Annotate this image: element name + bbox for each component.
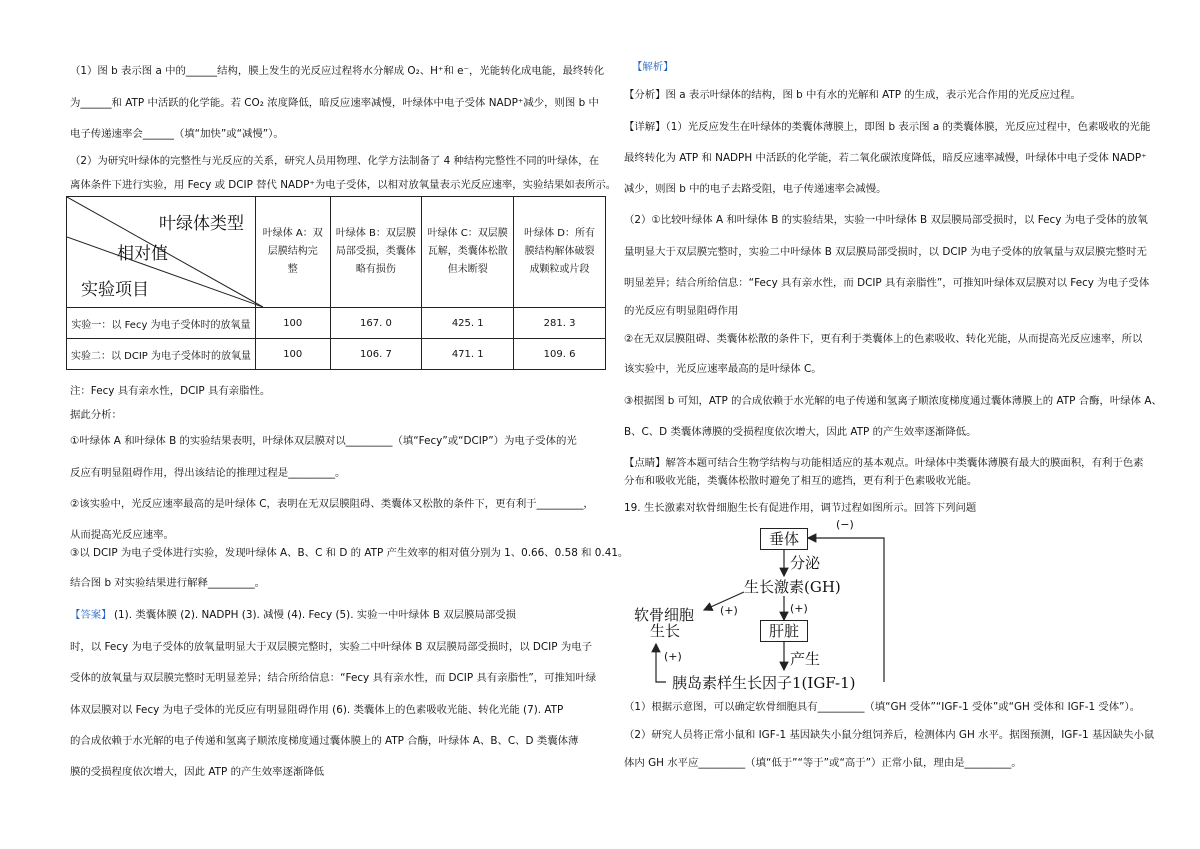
box-liver: 肝脏 xyxy=(760,620,808,642)
header-d-line2: 膜结构解体破裂 xyxy=(524,246,595,257)
q2-line-2: 离体条件下进行实验，用 Fecy 或 DCIP 替代 NADP⁺为电子受体，以相对放氧量表示光反应速率，实验结果如表所示。 xyxy=(70,179,617,191)
label-secrete: 分泌 xyxy=(790,554,821,572)
q1-line-3: 电子传递速率会______（填“加快”或“减慢”）。 xyxy=(70,128,284,140)
header-c-line3: 但未断裂 xyxy=(447,264,488,275)
label-plus-igf-cartilage: (+) xyxy=(664,650,682,663)
header-d-line1: 叶绿体 D：所有 xyxy=(524,228,595,239)
p4-line-2: B、C、D 类囊体薄膜的受损程度依次增大，因此 ATP 的产生效率逐渐降低。 xyxy=(624,426,977,438)
dianjing-line-2: 分布和吸收光能，类囊体松散时避免了相互的遮挡，更有利于色素吸收光能。 xyxy=(624,475,978,487)
label-cartilage-cells: 软骨细胞 xyxy=(634,606,695,624)
label-growth: 生长 xyxy=(650,622,681,640)
label-produce: 产生 xyxy=(790,650,821,668)
label-negative-feedback: (−) xyxy=(836,518,854,531)
label-igf-1: 胰岛素样生长因子1(IGF-1) xyxy=(672,674,856,692)
diag-label-chloroplast-type: 叶绿体类型 xyxy=(159,214,244,234)
header-a-line3: 整 xyxy=(287,264,298,275)
jiexi-tag: 【解析】 xyxy=(632,61,674,73)
header-b-line3: 略有损伤 xyxy=(355,264,396,275)
row-label: 实验一：以 Fecy 为电子受体时的放氧量 xyxy=(67,308,256,339)
table-row xyxy=(67,339,606,370)
fenxi-line: 【分析】图 a 表示叶绿体的结构，图 b 中有水的光解和 ATP 的生成，表示光合作用的光反应过程。 xyxy=(624,89,1081,101)
label-growth-hormone: 生长激素(GH) xyxy=(744,578,841,596)
sub3-line-2: 结合图 b 对实验结果进行解释_________。 xyxy=(70,577,266,589)
header-chloroplast-d xyxy=(514,197,606,308)
experiment-table xyxy=(66,196,606,370)
cell-value: 471. 1 xyxy=(422,339,514,370)
answer-line-4: 体双层膜对以 Fecy 为电子受体的光反应有明显阻碍作用 (6). 类囊体上的色素吸收光能、转化光能 (7). ATP xyxy=(70,704,564,716)
p2-line-2: 量明显大于双层膜完整时，实验二中叶绿体 B 双层膜局部受损时，以 DCIP 为电子受体的放氧量与双层膜完整时无 xyxy=(624,246,1147,258)
answer-tag: 【答案】 xyxy=(70,609,112,621)
sub1-line-1: ①叶绿体 A 和叶绿体 B 的实验结果表明，叶绿体双层膜对以_________（填“Fecy”或“DCIP”）为电子受体的光 xyxy=(70,435,577,447)
sub2-line-1: ②该实验中，光反应速率最高的是叶绿体 C，表明在无双层膜阻碍、类囊体又松散的条件下，更有利于_________， xyxy=(70,498,594,510)
answer-line-3: 受体的放氧量与双层膜完整时无明显差异；结合所给信息：“Fecy 具有亲水性，而 DCIP 具有亲脂性”，可推知叶绿 xyxy=(70,672,597,684)
table-header-row xyxy=(67,197,606,308)
header-b-line2: 局部受损，类囊体 xyxy=(335,246,416,257)
p4-line-1: ③根据图 b 可知，ATP 的合成依赖于水光解的电子传递和氢离子顺浓度梯度通过囊体薄膜上的 ATP 合酶，叶绿体 A、 xyxy=(624,395,1162,407)
cell-value: 100 xyxy=(255,308,330,339)
table-row xyxy=(67,308,606,339)
cell-value: 167. 0 xyxy=(330,308,422,339)
q1-line-1: （1）图 b 表示图 a 中的______结构，膜上发生的光反应过程将水分解成 O₂、H⁺和 e⁻，光能转化成电能，最终转化 xyxy=(70,65,605,77)
sq2-line-1: （2）研究人员将正常小鼠和 IGF-1 基因缺失小鼠分组饲养后，检测体内 GH 水平。据图预测，IGF-1 基因缺失小鼠 xyxy=(624,729,1155,741)
row-label: 实验二：以 DCIP 为电子受体时的放氧量 xyxy=(67,339,256,370)
xiangjie-line-2: 最终转化为 ATP 和 NADPH 中活跃的化学能，若二氧化碳浓度降低，暗反应速率减慢，叶绿体中电子受体 NADP⁺ xyxy=(624,152,1147,164)
xiangjie-line-3: 减少，则图 b 中的电子去路受阻，电子传递速率会减慢。 xyxy=(624,183,887,195)
header-d-line3: 成颗粒或片段 xyxy=(529,264,590,275)
p2-line-3: 明显差异；结合所给信息：“Fecy 具有亲水性，而 DCIP 具有亲脂性”，可推知叶绿体双层膜对以 Fecy 为电子受体 xyxy=(624,277,1150,289)
sub1-line-2: 反应有明显阻碍作用，得出该结论的推理过程是_________。 xyxy=(70,467,346,479)
sq1-line: （1）根据示意图，可以确定软骨细胞具有_________（填“GH 受体”“IGF-1 受体”或“GH 受体和 IGF-1 受体”）。 xyxy=(624,701,1141,713)
p3-line-1: ②在无双层膜阻碍、类囊体松散的条件下，更有利于类囊体上的色素吸收、转化光能，从而提高光反应速率，所以 xyxy=(624,333,1143,345)
sub2-line-2: 从而提高光反应速率。 xyxy=(70,529,174,541)
cell-value: 281. 3 xyxy=(514,308,606,339)
label-plus-gh-liver: (+) xyxy=(790,602,808,615)
sub3-line-1: ③以 DCIP 为电子受体进行实验，发现叶绿体 A、B、C 和 D 的 ATP 产生效率的相对值分别为 1、0.66、0.58 和 0.41。 xyxy=(70,547,629,559)
answer-line-2: 时，以 Fecy 为电子受体的放氧量明显大于双层膜完整时，实验二中叶绿体 B 双层膜局部受损时，以 DCIP 为电子 xyxy=(70,641,592,653)
box-pituitary: 垂体 xyxy=(760,528,808,550)
diag-label-experiment: 实验项目 xyxy=(81,280,149,300)
cell-value: 425. 1 xyxy=(422,308,514,339)
p2-line-1: （2）①比较叶绿体 A 和叶绿体 B 的实验结果，实验一中叶绿体 B 双层膜局部受损时，以 Fecy 为电子受体的放氧 xyxy=(624,214,1148,226)
q2-line-1: （2）为研究叶绿体的完整性与光反应的关系，研究人员用物理、化学方法制备了 4 种结构完整性不同的叶绿体，在 xyxy=(70,155,599,167)
q1-line-2: 为______和 ATP 中活跃的化学能。若 CO₂ 浓度降低，暗反应速率减慢，叶绿体中电子受体 NADP⁺减少，则图 b 中 xyxy=(70,97,599,109)
analysis-intro: 据此分析： xyxy=(70,409,122,421)
sq2-line-2: 体内 GH 水平应_________（填“低于”“等于”或“高于”）正常小鼠，理由是_________。 xyxy=(624,757,1022,769)
answer-line-6: 膜的受损程度依次增大，因此 ATP 的产生效率逐渐降低 xyxy=(70,766,325,778)
q19-stem: 19. 生长激素对软骨细胞生长有促进作用，调节过程如图所示。回答下列问题 xyxy=(624,502,977,514)
answer-line-1: (1). 类囊体膜 (2). NADPH (3). 减慢 (4). Fecy (5). 实验一中叶绿体 B 双层膜局部受损 xyxy=(114,609,517,621)
header-c-line2: 瓦解，类囊体松散 xyxy=(427,246,508,257)
p2-line-4: 的光反应有明显阻碍作用 xyxy=(624,305,739,317)
header-chloroplast-b xyxy=(330,197,422,308)
table-note: 注：Fecy 具有亲水性，DCIP 具有亲脂性。 xyxy=(70,385,271,397)
gh-regulation-diagram xyxy=(626,516,906,696)
answer-line-5: 的合成依赖于水光解的电子传递和氢离子顺浓度梯度通过囊体膜上的 ATP 合酶，叶绿体 A、B、C、D 类囊体薄 xyxy=(70,735,579,747)
p3-line-2: 该实验中，光反应速率最高的是叶绿体 C。 xyxy=(624,363,822,375)
diag-label-relative-value: 相对值 xyxy=(117,244,168,264)
header-a-line2: 层膜结构完 xyxy=(267,246,318,257)
header-b-line1: 叶绿体 B：双层膜 xyxy=(335,228,416,239)
header-chloroplast-a xyxy=(255,197,330,308)
header-chloroplast-c xyxy=(422,197,514,308)
label-plus-gh-cartilage: (+) xyxy=(720,604,738,617)
xiangjie-line-1: 【详解】（1）光反应发生在叶绿体的类囊体薄膜上，即图 b 表示图 a 的类囊体膜，光反应过程中，色素吸收的光能 xyxy=(624,121,1151,133)
dianjing-line-1: 【点睛】解答本题可结合生物学结构与功能相适应的基本观点。叶绿体中类囊体薄膜有最大的膜面积，有利于色素 xyxy=(624,457,1144,469)
header-a-line1: 叶绿体 A：双 xyxy=(262,228,323,239)
header-c-line1: 叶绿体 C：双层膜 xyxy=(427,228,508,239)
cell-value: 106. 7 xyxy=(330,339,422,370)
cell-value: 109. 6 xyxy=(514,339,606,370)
diagonal-header-cell xyxy=(67,197,256,308)
cell-value: 100 xyxy=(255,339,330,370)
